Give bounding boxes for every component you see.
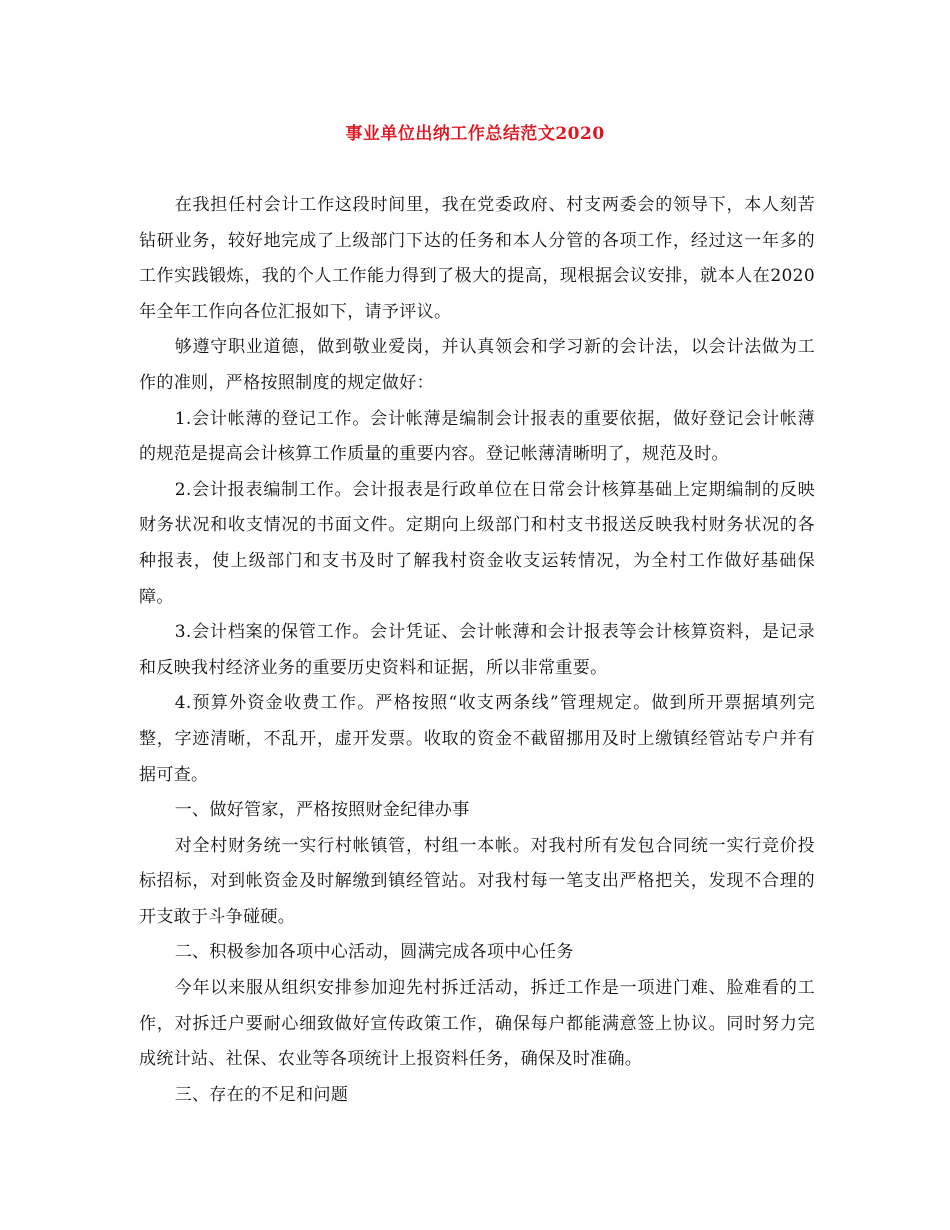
- document-title: 事业单位出纳工作总结范文2020: [345, 124, 605, 144]
- paragraph-item-2: 2.会计报表编制工作。会计报表是行政单位在日常会计核算基础上定期编制的反映财务状况和收支情况的书面文件。定期向上级部门和村支书报送反映我村财务状况的各种报表，使上级部门和支书及时了解我村资金收支运转情况，为全村工作做好基础保障。: [139, 479, 815, 607]
- paragraph-intro: 在我担任村会计工作这段时间里，我在党委政府、村支两委会的领导下，本人刻苦钻研业务，较好地完成了上级部门下达的任务和本人分管的各项工作，经过这一年多的工作实践锻炼，我的个人工作能力得到了极大的提高，现根据会议安排，就本人在2020年全年工作向各位汇报如下，请予评议。: [139, 195, 815, 322]
- section-heading-2: 二、积极参加各项中心活动，圆满完成各项中心任务: [174, 942, 574, 963]
- paragraph-item-3: 3.会计档案的保管工作。会计凭证、会计帐薄和会计报表等会计核算资料，是记录和反映我村经济业务的重要历史资料和证据，所以非常重要。: [139, 622, 815, 678]
- paragraph-item-1: 1.会计帐薄的登记工作。会计帐薄是编制会计报表的重要依据，做好登记会计帐薄的规范是提高会计核算工作质量的重要内容。登记帐薄清晰明了，规范及时。: [139, 408, 815, 465]
- paragraph-section-1: 对全村财务统一实行村帐镇管，村组一本帐。对我村所有发包合同统一实行竞价投标招标，对到帐资金及时解缴到镇经管站。对我村每一笔支出严格把关，发现不合理的开支敢于斗争碰硬。: [139, 835, 815, 927]
- paragraph-ethics: 够遵守职业道德，做到敬业爱岗，并认真领会和学习新的会计法，以会计法做为工作的准则，严格按照制度的规定做好：: [139, 337, 815, 393]
- document-body: [139, 188, 815, 1113]
- paragraph-item-4: 4.预算外资金收费工作。严格按照“收支两条线”管理规定。做到所开票据填列完整，字迹清晰，不乱开，虚开发票。收取的资金不截留挪用及时上缴镇经管站专户并有据可查。: [139, 693, 815, 785]
- paragraph-section-2: 今年以来服从组织安排参加迎先村拆迁活动，拆迁工作是一项进门难、脸难看的工作，对拆迁户要耐心细致做好宣传政策工作，确保每户都能满意签上协议。同时努力完成统计站、社保、农业等各项统计上报资料任务，确保及时准确。: [139, 978, 815, 1070]
- section-heading-1: 一、做好管家，严格按照财金纪律办事: [174, 800, 470, 821]
- section-heading-3: 三、存在的不足和问题: [174, 1084, 349, 1105]
